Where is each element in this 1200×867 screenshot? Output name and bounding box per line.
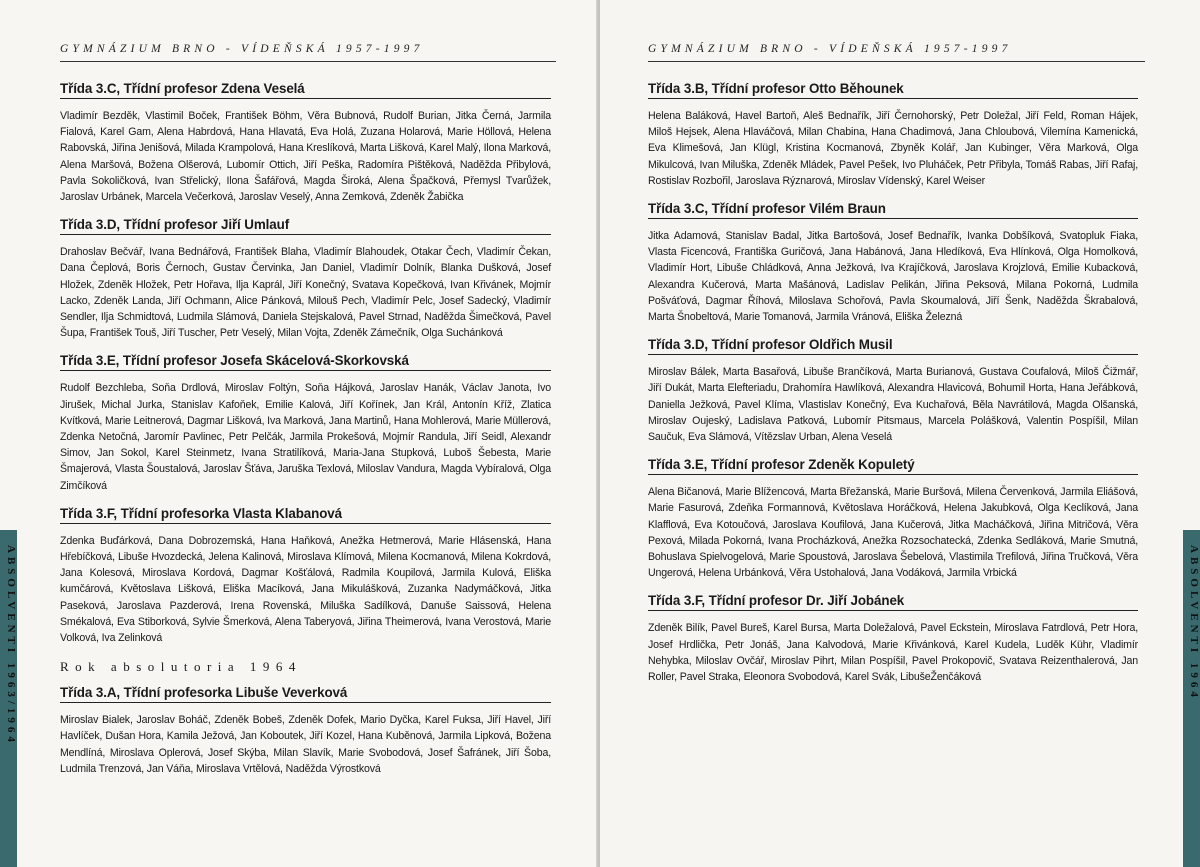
class-roster: Miroslav Bálek, Marta Basařová, Libuše Brančíková, Marta Burianová, Gustava Coufalová, Miloš Čižmář, Jiří Dukát, Marta Elefteriadu, Drahomíra Hawlíková, Alexandra Hlavicová, Bohumil Horta, Hana Jeřábková, Daniella Ježková, Pavel Klíma, Vlastislav Konečný, Eva Kuchařová, Běla Navrátilová, Magda Olšanská, Miroslav Oujeský, Ladislava Patková, Lubomír Pitsmaus, Marcela Polášková, Valentin Pospíšil, Milan Saučuk, Eva Slámová, Vítězslav Urban, Alena Veselá (648, 366, 1138, 444)
header-rule (648, 61, 1145, 62)
section-title: Třída 3.C, Třídní profesor Zdena Veselá (60, 80, 551, 99)
right-page (600, 0, 1200, 867)
section-title: Třída 3.E, Třídní profesor Josefa Skácelová-Skorkovská (60, 352, 551, 371)
running-header: GYMNÁZIUM BRNO - VÍDEŇSKÁ 1957-1997 (60, 43, 424, 55)
class-roster: Rudolf Bezchleba, Soňa Drdlová, Miroslav Foltýn, Soňa Hájková, Jaroslav Hanák, Václav Janota, Ivo Jirušek, Michal Jurka, Stanislav Kafoňek, Emilie Kalová, Jiří Kořínek, Jan Král, Antonín Kříž, Zlatica Kvítková, Marie Leitnerová, Dagmar Lišková, Iva Marková, Jana Martinů, Hana Mohlerová, Marie Müllerová, Zdenka Netočná, Jaromír Pavlinec, Petr Pelčák, Jarmila Prokešová, Mojmír Randula, Jiří Seidl, Alexandr Simov, Jan Sokol, Karel Steinmetz, Ivana Stratilíková, Maria-Jana Stupková, Luboš Šebesta, Marie Šmajerová, Vlasta Šoustalová, Jaroslav Šťáva, Jaruška Texlová, Miloslav Vandura, Magda Vybíralová, Olga Zimčíková (60, 382, 551, 492)
section-title: Třída 3.F, Třídní profesorka Vlasta Klabanová (60, 505, 551, 524)
section-title: Třída 3.E, Třídní profesor Zdeněk Kopuletý (648, 456, 1138, 475)
left-page-content (60, 80, 551, 788)
class-roster: Drahoslav Bečvář, Ivana Bednářová, František Blaha, Vladimír Blahoudek, Otakar Čech, Vladimír Čekan, Dana Čeplová, Boris Černoch, Gustav Červinka, Jan Daniel, Vladimír Dolník, Blanka Dušková, Josef Hložek, Zdeněk Hložek, Petr Hořava, Ilja Kaprál, Jiří Konečný, Svatava Kopečková, Ivan Křivánek, Mojmír Lacko, Zdeněk Landa, Jiří Ochmann, Alice Pánková, Milouš Pech, Vladimír Pelc, Josef Sadecký, Vladimír Sendler, Ilja Schmidtová, Ludmila Slámová, Daniela Stejskalová, Pavel Strnad, Naděžda Šimečková, Pavel Šupa, František Touš, Jiří Tuscher, Petr Veselý, Milan Vojta, Zdeněk Zámečník, Olga Suchánková (60, 246, 551, 340)
side-label: ABSOLVENTI 1963/1964 (5, 545, 17, 746)
left-page (0, 0, 598, 867)
section-title: Třída 3.D, Třídní profesor Jiří Umlauf (60, 216, 551, 235)
header-rule (60, 61, 556, 62)
section-title: Třída 3.A, Třídní profesorka Libuše Veverková (60, 684, 551, 703)
running-header: GYMNÁZIUM BRNO - VÍDEŇSKÁ 1957-1997 (648, 43, 1012, 55)
right-page-content (648, 80, 1138, 696)
class-roster: Zdenka Buďárková, Dana Dobrozemská, Hana Haňková, Anežka Hetmerová, Marie Hlásenská, Hana Hřebíčková, Libuše Hvozdecká, Jelena Kalinová, Miroslava Klímová, Milena Kocmanová, Milena Kokrdová, Jana Kolesová, Miroslava Kordová, Dagmar Košťálová, Radmila Koupilová, Jarmila Kulová, Eliška kumčárová, Květoslava Lišková, Eliška Macíková, Jana Mikulášková, Zuzanka Nadymáčková, Jitka Paseková, Jaroslava Pazderová, Irena Rovenská, Miluška Sadílková, Danuše Saissová, Helena Smékalová, Eva Stiborková, Sylvie Šmerková, Alena Taberyová, Jiřina Theimerová, Ivana Verostová, Marie Volková, Iva Zelinková (60, 534, 551, 645)
section-title: Třída 3.F, Třídní profesor Dr. Jiří Jobánek (648, 592, 1138, 611)
class-roster: Jitka Adamová, Stanislav Badal, Jitka Bartošová, Josef Bednařík, Ivanka Dobšíková, Svatopluk Fiaka, Vlasta Ficencová, Františka Guričová, Jana Habánová, Jana Hledíková, Eva Hlínková, Olga Homolková, Vladimír Hort, Libuše Chládková, Anna Ježková, Iva Krajíčková, Jaroslava Krojzlová, Emilie Kubacková, Alexandra Kučerová, Marta Mašánová, Ladislav Pelikán, Jiřina Peksová, Milana Pokorná, Ludmila Pošváťová, Dagmar Říhová, Miloslava Schořová, Pavla Skoumalová, Jiří Šenk, Naděžda Škrabalová, Marta Šnobeltová, Marie Tomanová, Jarmila Vránová, Eliška Železná (648, 230, 1138, 324)
class-roster: Vladimír Bezděk, Vlastimil Boček, František Böhm, Věra Bubnová, Rudolf Burian, Jitka Černá, Jarmila Fialová, Karel Gam, Alena Habrdová, Hana Hlavatá, Eva Holá, Zuzana Holarová, Marie Höllová, Helena Rabovská, Jiřina Jenišová, Milada Krampolová, Hana Kreslíková, Marta Lišková, Karel Malý, Ilona Marková, Alena Maršová, Božena Olšerová, Lubomír Ottich, Jiří Peška, Radomíra Pištěková, Naděžda Přibylová, Pavla Sokoličková, Ivan Střelický, Ilona Šafářová, Magda Široká, Alena Špačková, Přemysl Tvarůžek, Jaroslav Urbánek, Marcela Večerková, Jaroslav Veselý, Anna Zemková, Zdeněk Žabička (60, 110, 551, 204)
side-label: ABSOLVENTI 1964 (1188, 545, 1200, 701)
section-title: Třída 3.C, Třídní profesor Vilém Braun (648, 200, 1138, 219)
year-heading: Rok absolutoria 1964 (60, 659, 302, 675)
class-roster: Helena Baláková, Havel Bartoň, Aleš Bednařík, Jiří Černohorský, Petr Doležal, Jiří Feld, Roman Hájek, Miloš Hejsek, Alena Hlaváčová, Milan Chabina, Hana Chadimová, Jana Chloubová, Vilemína Kamenická, Eva Klimešová, Jan Klügl, Kristina Kocmanová, Zbyněk Kolář, Jan Kubinger, Věra Marková, Olga Mikulcová, Ivan Miluška, Zdeněk Mládek, Pavel Pešek, Ivo Pluháček, Petr Přibyla, Tomáš Rabas, Jiří Rafaj, Rostislav Rozbořil, Jaroslava Rýznarová, Miroslav Vídenský, Karel Weiser (648, 110, 1138, 187)
class-roster: Miroslav Bialek, Jaroslav Boháč, Zdeněk Bobeš, Zdeněk Dofek, Mario Dyčka, Karel Fuksa, Jiří Havel, Jiří Havlíček, Dušan Hora, Kamila Ježová, Jan Koboutek, Jiří Kozel, Hana Kuběnová, Jarmila Lipková, Božena Mendlíná, Miroslava Oplerová, Josef Skýba, Milan Slavík, Marie Svobodová, Josef Šafránek, Jiří Šoba, Ludmila Trenzová, Jan Váňa, Miroslava Vrtělová, Naděžda Výrostková (60, 714, 551, 775)
section-title: Třída 3.B, Třídní profesor Otto Běhounek (648, 80, 1138, 99)
section-title: Třída 3.D, Třídní profesor Oldřich Musil (648, 336, 1138, 355)
class-roster: Zdeněk Bilík, Pavel Bureš, Karel Bursa, Marta Doležalová, Pavel Eckstein, Miroslava Fatrdlová, Petr Hora, Josef Hrdlička, Petr Jonáš, Jana Kalvodová, Marie Křivánková, Karel Kudela, Luděk Kühr, Vladimír Nehybka, Miloslav Ovčář, Miroslav Pihrt, Milan Pospíšil, Pavel Prokopovič, Svatava Reizenthalerová, Jan Roller, Pavel Straka, Eleonora Svobodová, Karel Svák, LibušeŽenčáková (648, 622, 1138, 684)
class-roster: Alena Bičanová, Marie Blížencová, Marta Břežanská, Marie Buršová, Milena Červenková, Jarmila Eliášová, Marie Fasurová, Zdeňka Formannová, Květoslava Horáčková, Helena Jakubková, Olga Keclíková, Jana Klafflová, Eva Kotoučová, Jaroslava Koufilová, Jana Kučerová, Jitka Macháčková, Jiřina Mitričová, Věra Pexová, Milada Pokorná, Ivana Procházková, Anežka Rozsochatecká, Zdenka Sedláková, Marie Smutná, Bohuslava Spielvogelová, Marie Spoustová, Jaroslava Šebelová, Vlastimila Trefilová, Jiřina Tručková, Věra Ungerová, Helena Urbánková, Věra Ustohalová, Jana Vodáková, Jarmila Vrbická (648, 486, 1138, 580)
